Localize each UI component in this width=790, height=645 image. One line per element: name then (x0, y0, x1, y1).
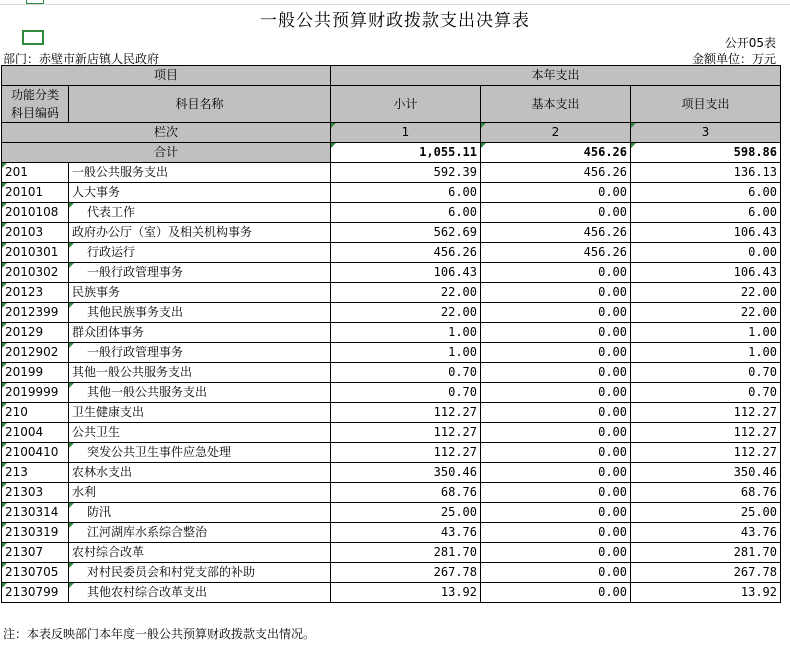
table-row (2, 243, 781, 263)
row-basic[interactable]: 0.00 (481, 383, 631, 403)
row-name[interactable]: 公共卫生 (69, 423, 331, 443)
row-project[interactable]: 68.76 (631, 483, 781, 503)
row-subtotal[interactable]: 112.27 (331, 403, 481, 423)
row-subtotal[interactable]: 0.70 (331, 383, 481, 403)
header-project[interactable]: 项目支出 (631, 86, 781, 123)
row-name[interactable]: 江河湖库水系综合整治 (69, 523, 331, 543)
row-basic[interactable]: 0.00 (481, 503, 631, 523)
row-subtotal[interactable]: 0.70 (331, 363, 481, 383)
row-code[interactable]: 2130314 (2, 503, 69, 523)
row-subtotal[interactable]: 68.76 (331, 483, 481, 503)
row-project[interactable]: 112.27 (631, 403, 781, 423)
row-name[interactable]: 卫生健康支出 (69, 403, 331, 423)
row-project[interactable]: 0.00 (631, 243, 781, 263)
row-code[interactable]: 210 (2, 403, 69, 423)
header-current-year[interactable]: 本年支出 (331, 66, 781, 86)
row-name[interactable]: 一般行政管理事务 (69, 263, 331, 283)
row-name[interactable]: 代表工作 (69, 203, 331, 223)
row-subtotal[interactable]: 592.39 (331, 163, 481, 183)
row-name[interactable]: 其他农村综合改革支出 (69, 583, 331, 603)
row-code[interactable]: 2010302 (2, 263, 69, 283)
col-index-row (2, 123, 781, 143)
row-subtotal[interactable]: 562.69 (331, 223, 481, 243)
row-name[interactable]: 水利 (69, 483, 331, 503)
row-code[interactable]: 20199 (2, 363, 69, 383)
row-basic[interactable]: 0.00 (481, 323, 631, 343)
row-name[interactable]: 其他一般公共服务支出 (69, 363, 331, 383)
row-code[interactable]: 2100410 (2, 443, 69, 463)
total-basic[interactable]: 456.26 (481, 143, 631, 163)
row-code[interactable]: 2012399 (2, 303, 69, 323)
row-basic[interactable]: 0.00 (481, 283, 631, 303)
col-index-2[interactable]: 2 (481, 123, 631, 143)
row-basic[interactable]: 0.00 (481, 303, 631, 323)
row-code[interactable]: 201 (2, 163, 69, 183)
row-basic[interactable]: 0.00 (481, 183, 631, 203)
page-title: 一般公共预算财政拨款支出决算表 (260, 11, 530, 31)
header-subtotal[interactable]: 小计 (331, 86, 481, 123)
row-name[interactable]: 一般公共服务支出 (69, 163, 331, 183)
row-name[interactable]: 行政运行 (69, 243, 331, 263)
row-project[interactable]: 0.70 (631, 383, 781, 403)
table-row (2, 423, 781, 443)
row-project[interactable]: 136.13 (631, 163, 781, 183)
header-row-1 (2, 66, 781, 86)
form-number: 公开05表 (724, 36, 776, 50)
table-row (2, 383, 781, 403)
row-name[interactable]: 其他民族事务支出 (69, 303, 331, 323)
row-basic[interactable]: 456.26 (481, 163, 631, 183)
row-name[interactable]: 对村民委员会和村党支部的补助 (69, 563, 331, 583)
row-code[interactable]: 2019999 (2, 383, 69, 403)
row-subtotal[interactable]: 1.00 (331, 343, 481, 363)
row-code[interactable]: 2130319 (2, 523, 69, 543)
col-index-label[interactable]: 栏次 (2, 123, 331, 143)
row-project[interactable]: 1.00 (631, 323, 781, 343)
table-row (2, 503, 781, 523)
row-code[interactable]: 21303 (2, 483, 69, 503)
row-name[interactable]: 政府办公厅（室）及相关机构事务 (69, 223, 331, 243)
table-row (2, 283, 781, 303)
row-basic[interactable]: 0.00 (481, 203, 631, 223)
row-name[interactable]: 民族事务 (69, 283, 331, 303)
row-name[interactable]: 农林水支出 (69, 463, 331, 483)
row-subtotal[interactable]: 6.00 (331, 203, 481, 223)
row-project[interactable]: 281.70 (631, 543, 781, 563)
table-row (2, 523, 781, 543)
row-basic[interactable]: 0.00 (481, 443, 631, 463)
row-code[interactable]: 20123 (2, 283, 69, 303)
table-row (2, 403, 781, 423)
row-project[interactable]: 1.00 (631, 343, 781, 363)
row-code[interactable]: 213 (2, 463, 69, 483)
table-row (2, 443, 781, 463)
department-label: 部门：赤壁市新店镇人民政府 (3, 52, 160, 66)
row-project[interactable]: 267.78 (631, 563, 781, 583)
header-subject-name[interactable]: 科目名称 (69, 86, 331, 123)
row-subtotal[interactable]: 6.00 (331, 183, 481, 203)
row-code[interactable]: 2010301 (2, 243, 69, 263)
row-project[interactable]: 22.00 (631, 283, 781, 303)
column-header-strip (0, 0, 790, 5)
row-basic[interactable]: 0.00 (481, 403, 631, 423)
row-subtotal[interactable]: 267.78 (331, 563, 481, 583)
expenditure-table (1, 65, 781, 603)
total-project[interactable]: 598.86 (631, 143, 781, 163)
row-subtotal[interactable]: 22.00 (331, 283, 481, 303)
row-name[interactable]: 突发公共卫生事件应急处理 (69, 443, 331, 463)
row-code[interactable]: 20129 (2, 323, 69, 343)
row-basic[interactable]: 0.00 (481, 483, 631, 503)
table-row (2, 563, 781, 583)
row-subtotal[interactable]: 22.00 (331, 303, 481, 323)
row-basic[interactable]: 0.00 (481, 343, 631, 363)
unit-label: 金额单位：万元 (691, 52, 776, 66)
row-name[interactable]: 群众团体事务 (69, 323, 331, 343)
row-subtotal[interactable]: 350.46 (331, 463, 481, 483)
table-row (2, 303, 781, 323)
row-project[interactable]: 6.00 (631, 183, 781, 203)
row-name[interactable]: 防汛 (69, 503, 331, 523)
table-row (2, 463, 781, 483)
row-project[interactable]: 106.43 (631, 263, 781, 283)
footnote: 注：本表反映部门本年度一般公共预算财政拨款支出情况。 (3, 627, 316, 641)
row-basic[interactable]: 456.26 (481, 223, 631, 243)
row-project[interactable]: 22.00 (631, 303, 781, 323)
row-project[interactable]: 25.00 (631, 503, 781, 523)
row-code[interactable]: 2130799 (2, 583, 69, 603)
header-func-code[interactable]: 功能分类 科目编码 (2, 86, 69, 123)
row-basic[interactable]: 0.00 (481, 363, 631, 383)
row-project[interactable]: 6.00 (631, 203, 781, 223)
table-row (2, 183, 781, 203)
row-basic[interactable]: 0.00 (481, 583, 631, 603)
row-basic[interactable]: 0.00 (481, 523, 631, 543)
table-row (2, 323, 781, 343)
row-name[interactable]: 农村综合改革 (69, 543, 331, 563)
row-code[interactable]: 2012902 (2, 343, 69, 363)
cell-corner-marker (26, 0, 44, 4)
row-project[interactable]: 43.76 (631, 523, 781, 543)
row-basic[interactable]: 0.00 (481, 463, 631, 483)
col-index-1[interactable]: 1 (331, 123, 481, 143)
table-row (2, 543, 781, 563)
row-project[interactable]: 106.43 (631, 223, 781, 243)
col-index-3[interactable]: 3 (631, 123, 781, 143)
row-subtotal[interactable]: 43.76 (331, 523, 481, 543)
row-subtotal[interactable]: 1.00 (331, 323, 481, 343)
row-basic[interactable]: 0.00 (481, 563, 631, 583)
row-code[interactable]: 21307 (2, 543, 69, 563)
row-project[interactable]: 350.46 (631, 463, 781, 483)
table-row (2, 263, 781, 283)
row-subtotal[interactable]: 106.43 (331, 263, 481, 283)
row-subtotal[interactable]: 281.70 (331, 543, 481, 563)
table-row (2, 203, 781, 223)
header-row-2 (2, 86, 781, 123)
row-project[interactable]: 0.70 (631, 363, 781, 383)
header-basic[interactable]: 基本支出 (481, 86, 631, 123)
row-code[interactable]: 21004 (2, 423, 69, 443)
table-row (2, 483, 781, 503)
row-name[interactable]: 一般行政管理事务 (69, 343, 331, 363)
row-basic[interactable]: 456.26 (481, 243, 631, 263)
total-label[interactable]: 合计 (2, 143, 331, 163)
table-row (2, 163, 781, 183)
row-subtotal[interactable]: 112.27 (331, 443, 481, 463)
header-item[interactable]: 项目 (2, 66, 331, 86)
total-row (2, 143, 781, 163)
row-code[interactable]: 20103 (2, 223, 69, 243)
row-subtotal[interactable]: 456.26 (331, 243, 481, 263)
row-subtotal[interactable]: 112.27 (331, 423, 481, 443)
row-project[interactable]: 13.92 (631, 583, 781, 603)
row-project[interactable]: 112.27 (631, 423, 781, 443)
table-row (2, 583, 781, 603)
table-row (2, 343, 781, 363)
row-name[interactable]: 其他一般公共服务支出 (69, 383, 331, 403)
row-basic[interactable]: 0.00 (481, 263, 631, 283)
row-subtotal[interactable]: 13.92 (331, 583, 481, 603)
row-project[interactable]: 112.27 (631, 443, 781, 463)
table-row (2, 223, 781, 243)
row-code[interactable]: 2010108 (2, 203, 69, 223)
row-subtotal[interactable]: 25.00 (331, 503, 481, 523)
row-name[interactable]: 人大事务 (69, 183, 331, 203)
table-row (2, 363, 781, 383)
row-code[interactable]: 2130705 (2, 563, 69, 583)
row-basic[interactable]: 0.00 (481, 543, 631, 563)
row-code[interactable]: 20101 (2, 183, 69, 203)
total-subtotal[interactable]: 1,055.11 (331, 143, 481, 163)
selected-cell[interactable] (22, 30, 44, 45)
row-basic[interactable]: 0.00 (481, 423, 631, 443)
